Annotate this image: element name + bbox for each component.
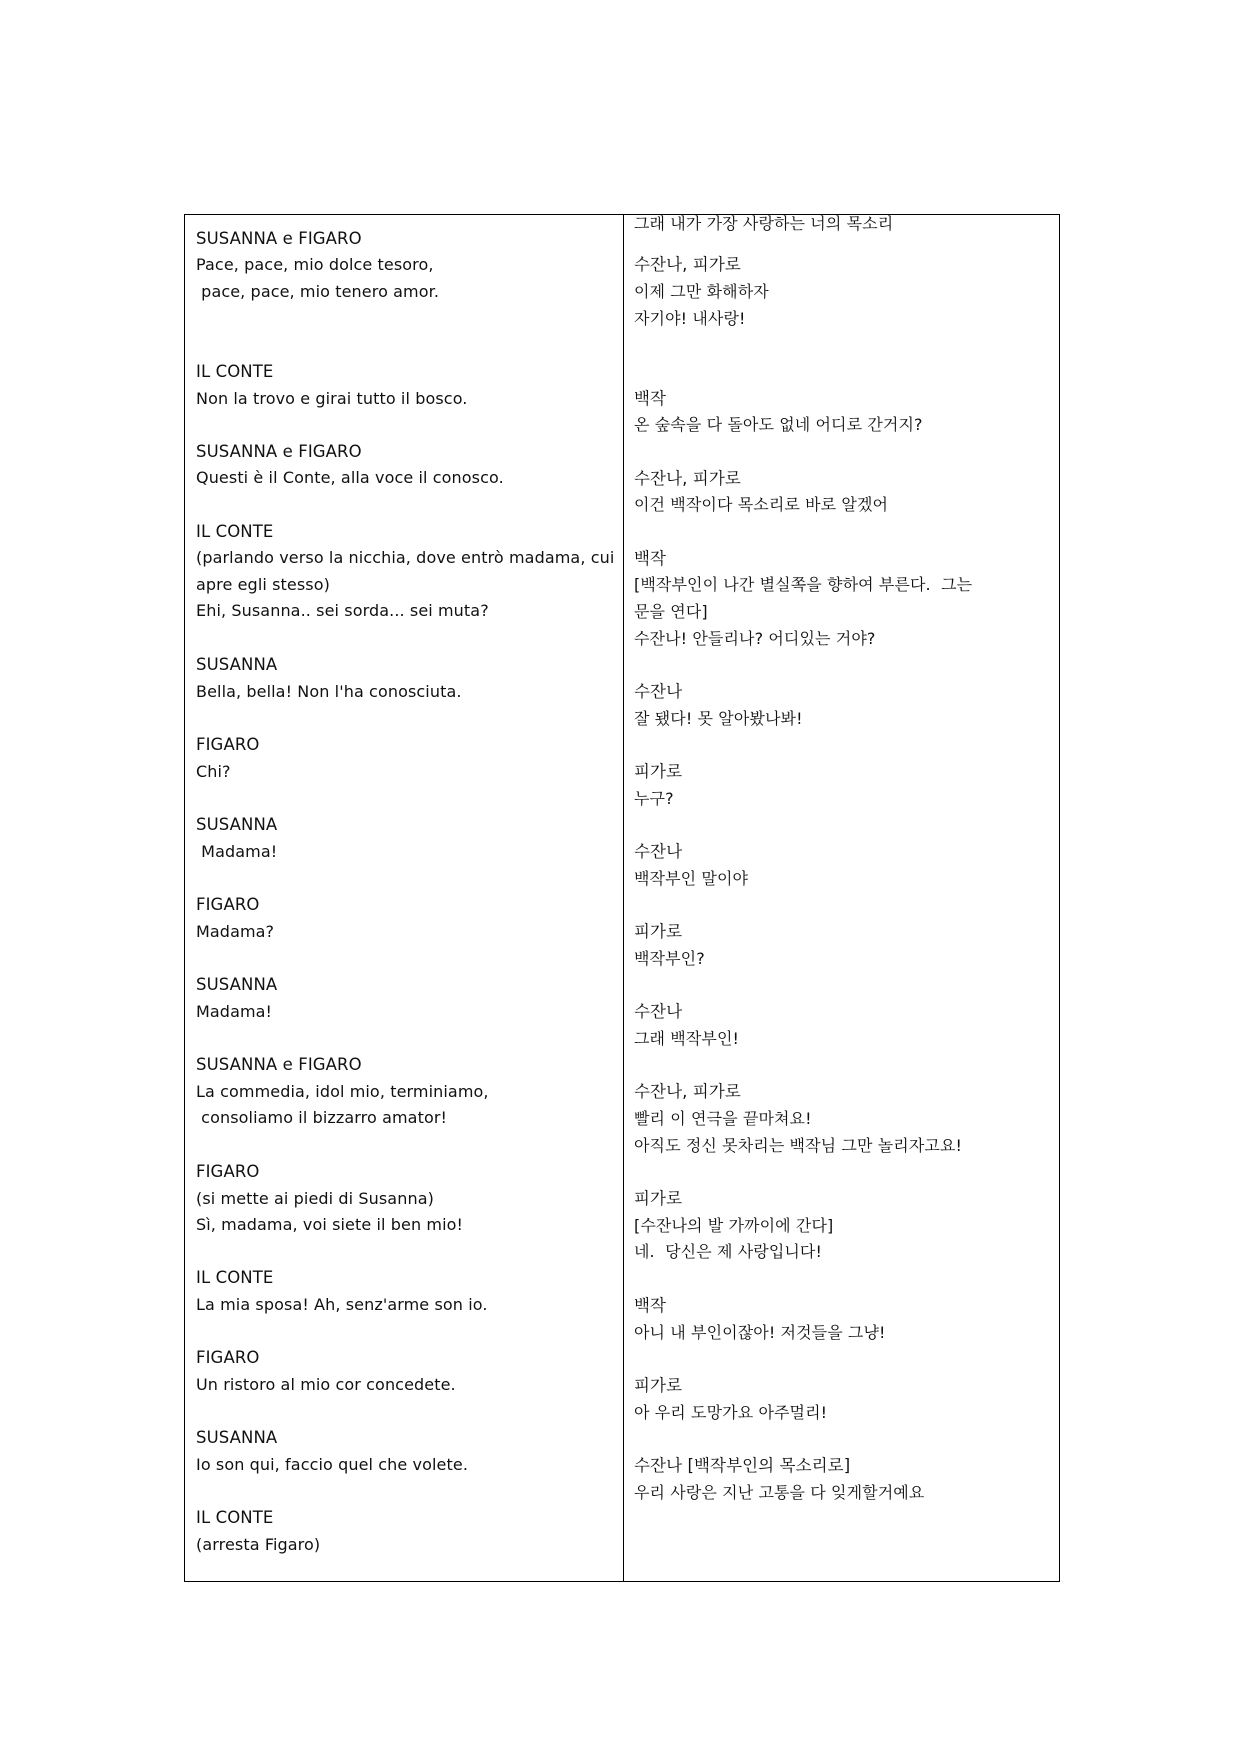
dialogue-line: 수잔나! 안들리나? 어디있는 거야?: [634, 629, 876, 648]
dialogue-line: Madama?: [196, 922, 275, 941]
speaker-name: FIGARO: [196, 735, 260, 754]
speaker-name: 백작: [634, 1296, 667, 1315]
dialogue-line: La mia sposa! Ah, senz'arme son io.: [196, 1295, 488, 1314]
speaker-name: 피가로: [634, 922, 683, 941]
speaker-name: SUSANNA: [196, 815, 278, 834]
speaker-name: 수잔나, 피가로: [634, 1082, 741, 1101]
speaker-name: SUSANNA e FIGARO: [196, 442, 362, 461]
speaker-name: 백작: [634, 389, 667, 408]
speaker-name: IL CONTE: [196, 1268, 274, 1287]
dialogue-line: consoliamo il bizzarro amator!: [196, 1108, 448, 1127]
dialogue-line: 백작부인 말이야: [634, 869, 749, 888]
speaker-name: 수잔나, 피가로: [634, 469, 741, 488]
dialogue-line: 누구?: [634, 789, 674, 808]
dialogue-line: [백작부인이 나간 별실쪽을 향하여 부른다. 그는: [634, 575, 973, 594]
dialogue-line: Questi è il Conte, alla voce il conosco.: [196, 468, 504, 487]
dialogue-line: Non la trovo e girai tutto il bosco.: [196, 389, 468, 408]
dialogue-line: 우리 사랑은 지난 고통을 다 잊게할거예요: [634, 1483, 925, 1502]
dialogue-line: (parlando verso la nicchia, dove entrò madama, cui: [196, 548, 615, 567]
dialogue-line: [수잔나의 발 가까이에 간다]: [634, 1216, 834, 1235]
dialogue-line: (arresta Figaro): [196, 1535, 321, 1554]
dialogue-line: 백작부인?: [634, 949, 705, 968]
dialogue-line: Madama!: [196, 1002, 273, 1021]
dialogue-line: Sì, madama, voi siete il ben mio!: [196, 1215, 464, 1234]
speaker-name: FIGARO: [196, 1162, 260, 1181]
dialogue-line: 그래 내가 가장 사랑하는 너의 목소리: [634, 214, 894, 233]
dialogue-line: pace, pace, mio tenero amor.: [196, 282, 440, 301]
column-divider: [623, 215, 624, 1581]
speaker-name: SUSANNA: [196, 655, 278, 674]
speaker-name: 백작: [634, 549, 667, 568]
dialogue-line: Madama!: [196, 842, 278, 861]
speaker-name: 피가로: [634, 1376, 683, 1395]
dialogue-line: Bella, bella! Non l'ha conosciuta.: [196, 682, 462, 701]
dialogue-line: 문을 연다]: [634, 602, 708, 621]
dialogue-line: 자기야! 내사랑!: [634, 309, 746, 328]
speaker-name: 수잔나, 피가로: [634, 255, 741, 274]
speaker-name: IL CONTE: [196, 522, 274, 541]
speaker-name: SUSANNA: [196, 975, 278, 994]
dialogue-line: Un ristoro al mio cor concedete.: [196, 1375, 456, 1394]
dialogue-line: Pace, pace, mio dolce tesoro,: [196, 255, 434, 274]
speaker-name: 피가로: [634, 762, 683, 781]
speaker-name: SUSANNA: [196, 1428, 278, 1447]
dialogue-line: 이제 그만 화해하자: [634, 282, 769, 301]
dialogue-line: 이건 백작이다 목소리로 바로 알겠어: [634, 495, 889, 514]
speaker-name: IL CONTE: [196, 362, 274, 381]
speaker-name: 수잔나: [634, 842, 683, 861]
dialogue-line: 아직도 정신 못차리는 백작님 그만 놀리자고요!: [634, 1136, 963, 1155]
dialogue-line: Ehi, Susanna.. sei sorda... sei muta?: [196, 601, 489, 620]
dialogue-line: La commedia, idol mio, terminiamo,: [196, 1082, 489, 1101]
speaker-name: 수잔나: [634, 682, 683, 701]
dialogue-line: (si mette ai piedi di Susanna): [196, 1189, 434, 1208]
libretto-table: [184, 214, 1060, 1582]
speaker-name: FIGARO: [196, 1348, 260, 1367]
dialogue-line: 그래 백작부인!: [634, 1029, 740, 1048]
speaker-name: 수잔나: [634, 1002, 683, 1021]
dialogue-line: apre egli stesso): [196, 575, 330, 594]
dialogue-line: 잘 됐다! 못 알아봤나봐!: [634, 709, 803, 728]
speaker-name: SUSANNA e FIGARO: [196, 229, 362, 248]
dialogue-line: 온 숲속을 다 돌아도 없네 어디로 간거지?: [634, 415, 923, 434]
dialogue-line: Chi?: [196, 762, 231, 781]
speaker-name: SUSANNA e FIGARO: [196, 1055, 362, 1074]
speaker-name: IL CONTE: [196, 1508, 274, 1527]
speaker-name: 피가로: [634, 1189, 683, 1208]
dialogue-line: 빨리 이 연극을 끝마쳐요!: [634, 1109, 812, 1128]
speaker-name: FIGARO: [196, 895, 260, 914]
dialogue-line: 아 우리 도망가요 아주멀리!: [634, 1403, 828, 1422]
dialogue-line: 네. 당신은 제 사랑입니다!: [634, 1242, 823, 1261]
speaker-name: 수잔나 [백작부인의 목소리로]: [634, 1456, 851, 1475]
dialogue-line: 아니 내 부인이잖아! 저것들을 그냥!: [634, 1323, 886, 1342]
dialogue-line: Io son qui, faccio quel che volete.: [196, 1455, 468, 1474]
